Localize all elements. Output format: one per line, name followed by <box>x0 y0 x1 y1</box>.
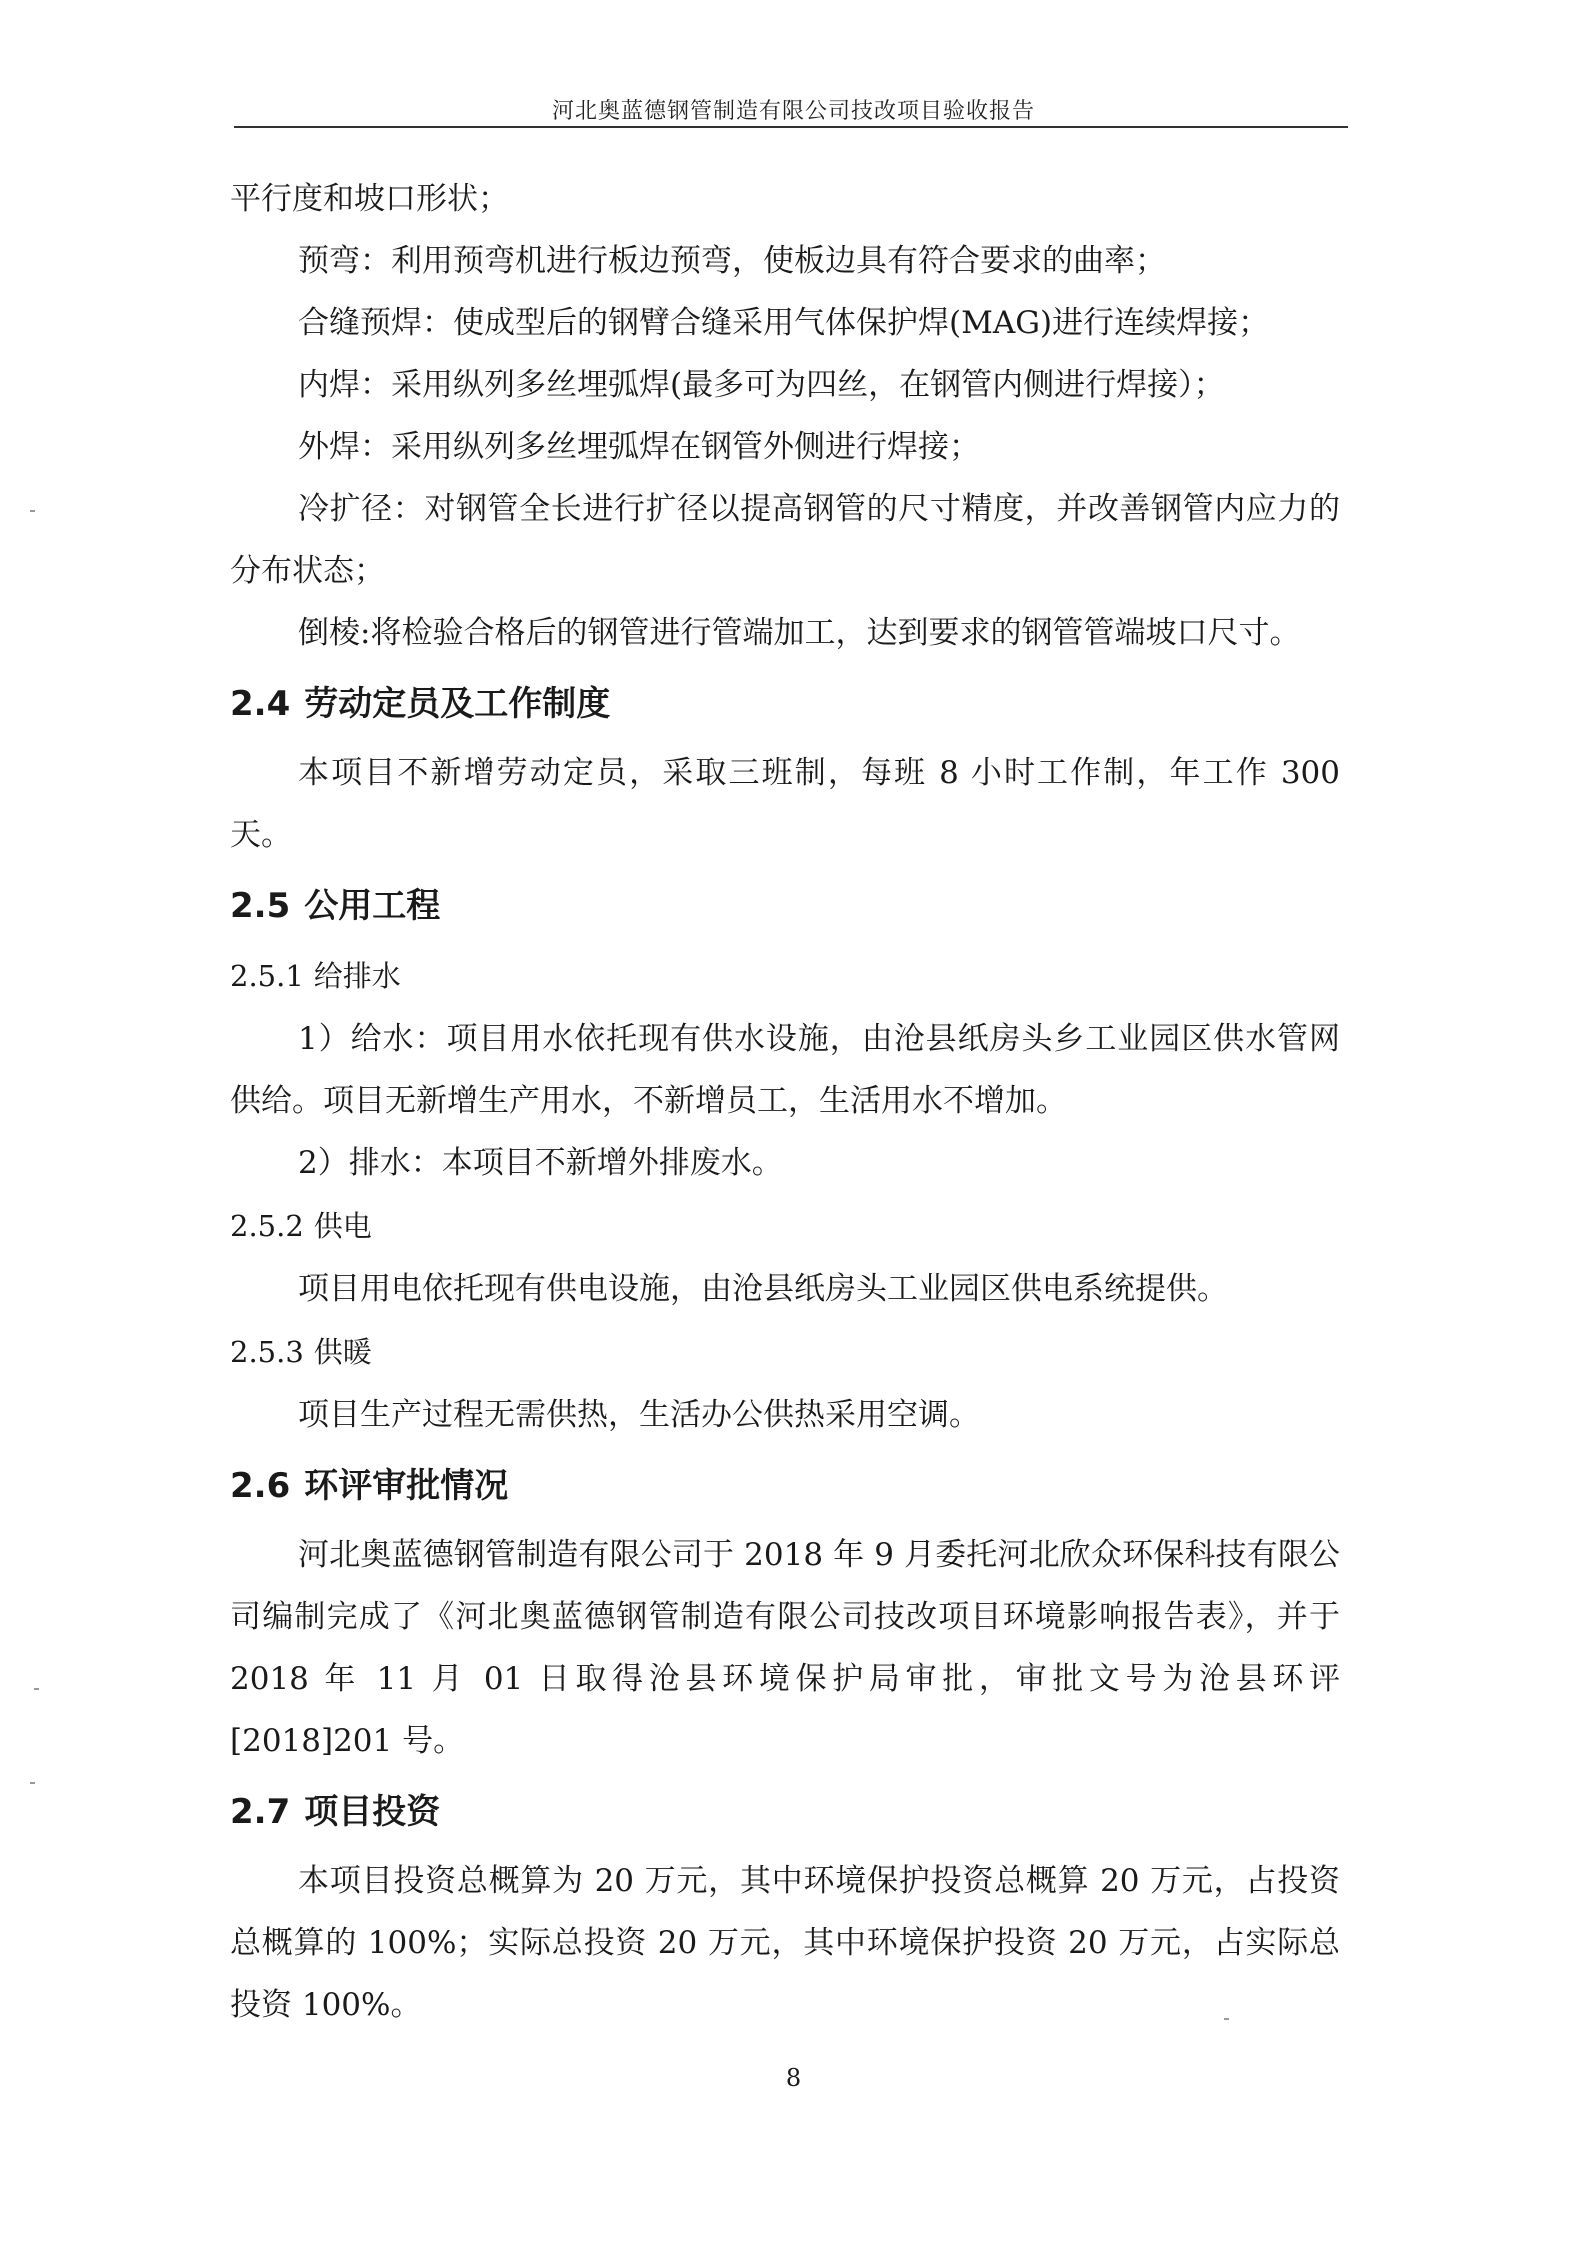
paragraph-cold-expand: 冷扩径：对钢管全长进行扩径以提高钢管的尺寸精度，并改善钢管内应力的分布状态； <box>230 491 1340 589</box>
subsection-number: 2.5.1 <box>230 959 304 993</box>
page-content <box>230 168 1340 2036</box>
section-number: 2.5 <box>230 886 291 926</box>
paragraph-drainage: 2）排水：本项目不新增外排废水。 <box>298 1145 783 1181</box>
subsection-heading-2-5-2 <box>230 1194 1340 1258</box>
paragraph-eia-approval: 河北奥蓝德钢管制造有限公司于 2018 年 9 月委托河北欣众环保科技有限公司编制完成了《河北奥蓝德钢管制造有限公司技改项目环境影响报告表》，并于 2018 年 11 月 01 日取得沧县环境保护局审批，审批文号为沧县环评[2018]201 号。 <box>230 1537 1340 1759</box>
section-title: 项目投资 <box>304 1792 441 1832</box>
subsection-number: 2.5.3 <box>230 1335 304 1369</box>
section-heading-2-5 <box>230 872 1340 940</box>
subsection-number: 2.5.2 <box>230 1209 304 1243</box>
section-number: 2.6 <box>230 1466 291 1506</box>
section-heading-2-4 <box>230 670 1340 738</box>
paragraph-power-supply: 项目用电依托现有供电设施，由沧县纸房头工业园区供电系统提供。 <box>298 1271 1228 1307</box>
paragraph-investment: 本项目投资总概算为 20 万元，其中环境保护投资总概算 20 万元，占投资总概算的 100%；实际总投资 20 万元，其中环境保护投资 20 万元，占实际总投资 100%。 <box>230 1863 1340 2023</box>
subsection-title: 供电 <box>313 1209 372 1243</box>
scan-speck <box>34 1688 39 1690</box>
section-title: 劳动定员及工作制度 <box>304 684 611 724</box>
paragraph-heating: 项目生产过程无需供热，生活办公供热采用空调。 <box>298 1397 980 1433</box>
page-number: 8 <box>785 2064 802 2092</box>
scan-speck <box>30 1782 35 1784</box>
paragraph-preform: 预弯：利用预弯机进行板边预弯，使板边具有符合要求的曲率； <box>298 243 1166 279</box>
paragraph-tack-weld: 合缝预焊：使成型后的钢臂合缝采用气体保护焊(MAG)进行连续焊接； <box>298 305 1270 341</box>
section-heading-2-7 <box>230 1778 1340 1846</box>
subsection-heading-2-5-3 <box>230 1320 1340 1384</box>
section-title: 环评审批情况 <box>304 1466 509 1506</box>
section-number: 2.7 <box>230 1792 291 1832</box>
paragraph-chamfer: 倒棱:将检验合格后的钢管进行管端加工，达到要求的钢管管端坡口尺寸。 <box>298 615 1301 651</box>
paragraph-staffing: 本项目不新增劳动定员，采取三班制，每班 8 小时工作制，年工作 300 天。 <box>230 755 1340 853</box>
subsection-title: 给排水 <box>313 959 401 993</box>
section-number: 2.4 <box>230 684 291 724</box>
paragraph-inner-weld: 内焊：采用纵列多丝埋弧焊(最多可为四丝，在钢管内侧进行焊接）； <box>298 367 1225 403</box>
subsection-heading-2-5-1 <box>230 944 1340 1008</box>
scan-speck <box>1224 2018 1229 2020</box>
scan-speck <box>30 510 35 512</box>
running-header: 河北奥蓝德钢管制造有限公司技改项目验收报告 <box>551 99 1035 124</box>
header-rule <box>234 126 1348 128</box>
paragraph-outer-weld: 外焊：采用纵列多丝埋弧焊在钢管外侧进行焊接； <box>298 429 980 465</box>
section-heading-2-6 <box>230 1452 1340 1520</box>
paragraph-water-supply: 1）给水：项目用水依托现有供水设施，由沧县纸房头乡工业园区供水管网供给。项目无新增生产用水，不新增员工，生活用水不增加。 <box>230 1021 1340 1119</box>
subsection-title: 供暖 <box>313 1335 372 1369</box>
section-title: 公用工程 <box>304 886 441 926</box>
paragraph-continued: 平行度和坡口形状； <box>230 181 509 217</box>
